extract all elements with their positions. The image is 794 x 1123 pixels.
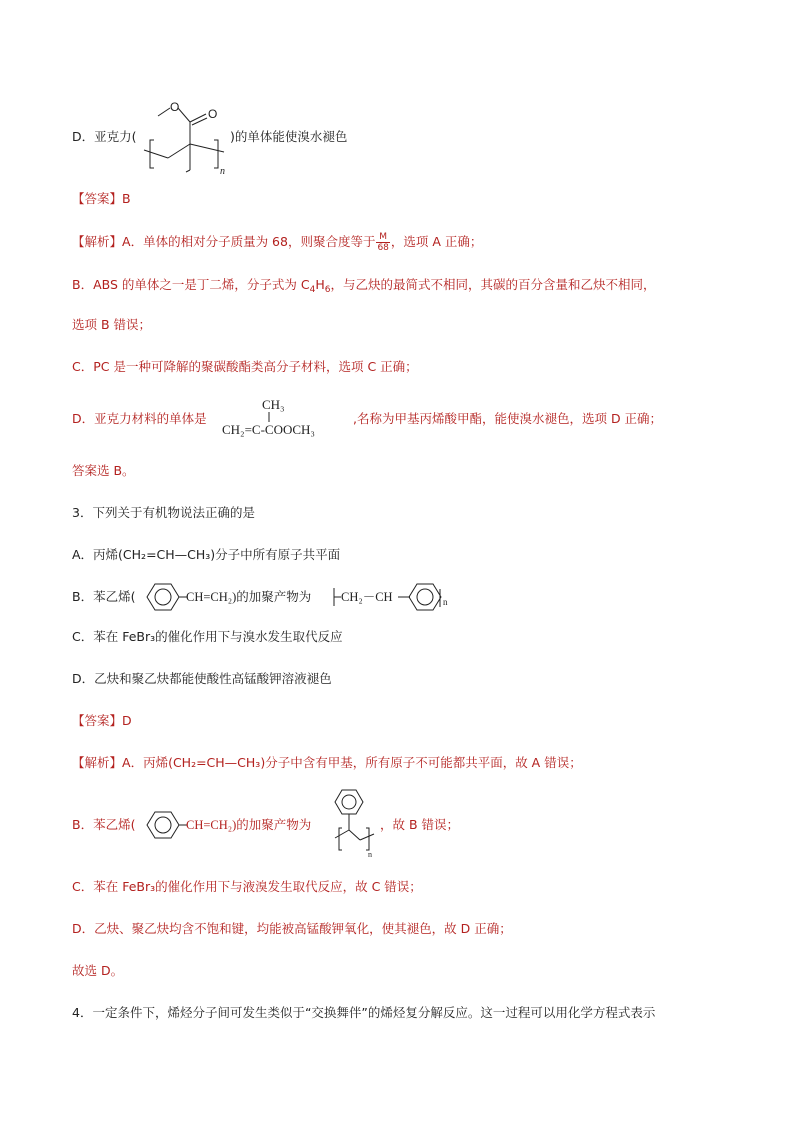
answer-label: 【答案】: [72, 191, 123, 206]
q3-analysis-b: B．苯乙烯(: [72, 817, 136, 832]
q3-analysis-c: C．苯在 FeBr₃的催化作用下与液溴发生取代反应，故 C 错误；: [72, 879, 422, 894]
q3-analysis-d: D．乙炔、聚乙炔均含不饱和键，均能被高锰酸钾氧化，使其褪色，故 D 正确；: [72, 921, 512, 936]
q2-answer: [72, 190, 131, 208]
q2-analysis-d-pre: D．亚克力材料的单体是: [72, 411, 207, 426]
q2-option-d-prefix: D．亚克力(: [72, 129, 137, 144]
analysis-a-tail: ，选项 A 正确；: [390, 234, 483, 249]
repeat-n: n: [220, 166, 225, 177]
q2-analysis-b: B．ABS 的单体之一是丁二烯，分子式为 $C_4H_6$，与乙炔的最简式不相同，其碳的百分含量和乙炔不相同，: [72, 277, 656, 295]
analysis-label: 【解析】: [72, 755, 123, 770]
q3-option-b-group: CH=CH₂)的加聚产物为: [186, 590, 312, 604]
q3-option-c: C．苯在 FeBr₃的催化作用下与溴水发生取代反应: [72, 629, 343, 644]
analysis-a-text: A．单体的相对分子质量为 68，则聚合度等于: [122, 234, 376, 249]
q3-option-b-poly: CH₂－CH: [341, 590, 393, 604]
benzene-ring-icon: [146, 582, 180, 612]
q3-option-a: A．丙烯(CH₂=CH—CH₃)分子中所有原子共平面: [72, 547, 341, 562]
q3-option-b: B．苯乙烯(: [72, 589, 136, 604]
repeat-n: n: [368, 850, 372, 859]
fraction-m-68: $\frac{M}{68}$: [377, 232, 389, 253]
q4-stem: 4．一定条件下，烯烃分子间可发生类似于“交换舞伴”的烯烃复分解反应。这一过程可以用化学方程式表示: [72, 1005, 656, 1020]
q3-analysis-a: 【解析】A．丙烯(CH₂=CH—CH₃)分子中含有甲基，所有原子不可能都共平面，故 A 错误；: [72, 755, 582, 770]
q3-analysis-b-group: CH=CH₂)的加聚产物为: [186, 818, 312, 832]
analysis-label: 【解析】: [72, 234, 123, 249]
q2-analysis-a: [72, 232, 482, 253]
benzene-ring-icon: [146, 810, 180, 840]
benzene-ring-icon: [408, 582, 442, 612]
q3-option-d: D．乙炔和聚乙炔都能使酸性高锰酸钾溶液褪色: [72, 671, 332, 686]
q2-option-d-suffix: )的单体能使溴水褪色: [230, 129, 348, 144]
q2-option-d: [72, 128, 137, 146]
monomer-formula: CH₂=C-COOCH₃: [222, 422, 315, 437]
q3-stem: 3．下列关于有机物说法正确的是: [72, 505, 255, 520]
polystyrene-structure: [330, 788, 380, 858]
ether-oxygen: O: [170, 100, 180, 114]
q2-conclusion: 答案选 B。: [72, 463, 135, 478]
q2-analysis-b-cont: 选项 B 错误；: [72, 317, 152, 332]
q3-conclusion: 故选 D。: [72, 963, 124, 978]
q2-analysis-d-post: ,名称为甲基丙烯酸甲酯，能使溴水褪色，选项 D 正确；: [353, 411, 663, 426]
q3-answer: [72, 712, 132, 730]
q2-analysis-c: C．PC 是一种可降解的聚碳酸酯类高分子材料，选项 C 正确；: [72, 359, 418, 374]
answer-value: D: [122, 713, 132, 728]
monomer-methyl: CH₃: [262, 397, 285, 412]
q3-analysis-b-post: ，故 B 错误；: [380, 817, 460, 832]
answer-value: B: [122, 191, 131, 206]
answer-label: 【答案】: [72, 713, 123, 728]
carbonyl-oxygen: O: [208, 107, 218, 121]
acrylic-structure: [140, 98, 232, 178]
q3-option-b-n: n: [443, 597, 448, 607]
